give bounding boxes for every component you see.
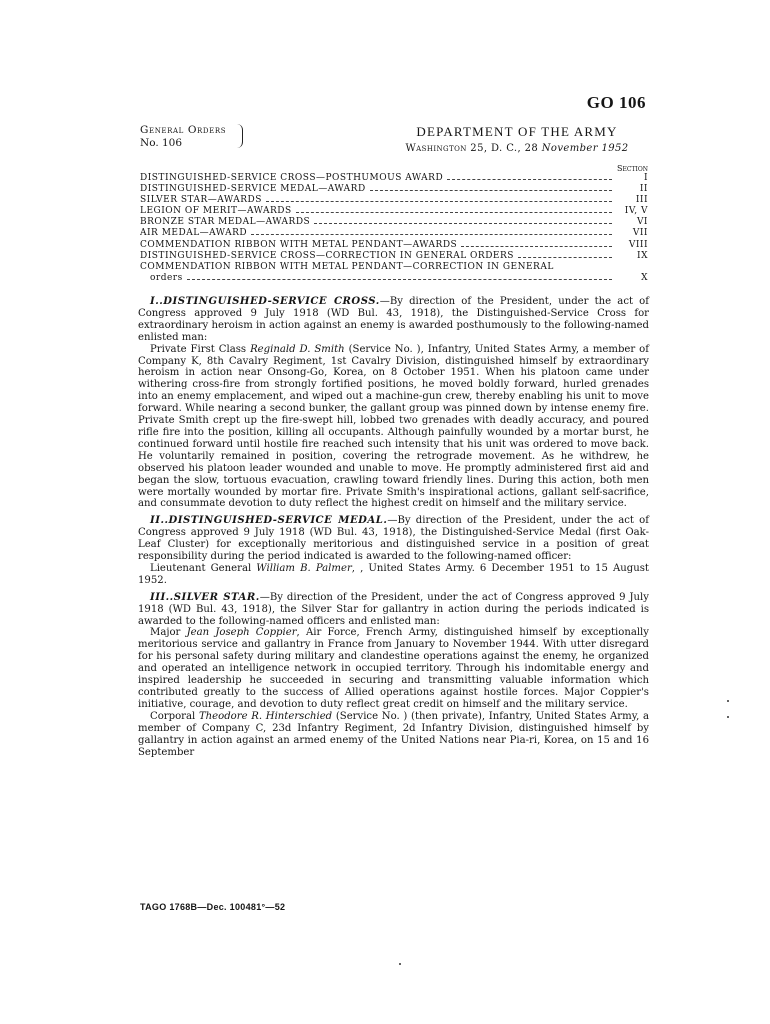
toc-entry-title: DISTINGUISHED-SERVICE CROSS—CORRECTION IN GENERAL ORDERS [140, 250, 514, 261]
toc-entry-title: LEGION OF MERIT—AWARDS [140, 206, 292, 217]
brace-mark [236, 124, 243, 148]
citation-paragraph [138, 344, 649, 511]
section-column-label: Section [617, 164, 648, 173]
orders-body [138, 296, 649, 758]
toc-entry [140, 251, 648, 262]
leader-dots [251, 234, 612, 235]
toc-entry-section: VI [636, 217, 648, 228]
citation-paragraph [138, 563, 649, 587]
leader-dots [187, 279, 612, 280]
awardee-name: William B. Palmer [256, 562, 352, 574]
citation-rank: Private First Class [150, 343, 251, 355]
section-ii-intro [138, 515, 649, 563]
citation-rank: Corporal [150, 710, 199, 722]
toc-entry [140, 217, 648, 228]
toc-entry-section: X [641, 272, 648, 283]
section-heading: III..SILVER STAR. [150, 591, 260, 603]
toc-entry-section: VIII [628, 239, 648, 250]
issuing-authority [386, 124, 648, 154]
leader-dots [370, 190, 612, 191]
toc-entry [140, 206, 648, 217]
awardee-name: Theodore R. Hinterschied [198, 710, 333, 722]
date-month: November 1952 [541, 143, 629, 154]
toc-entry-section: II [639, 184, 648, 195]
scan-speck [727, 716, 729, 718]
toc-entry-title: DISTINGUISHED-SERVICE MEDAL—AWARD [140, 184, 366, 195]
section-i-intro [138, 296, 649, 344]
toc-entry-title: SILVER STAR—AWARDS [140, 195, 262, 206]
section-heading: II..DISTINGUISHED-SERVICE MEDAL. [150, 515, 388, 527]
orders-label: General Orders [140, 124, 227, 136]
section-heading: I..DISTINGUISHED-SERVICE CROSS. [150, 296, 380, 307]
scan-speck [399, 963, 401, 965]
orders-number: No. 106 [140, 137, 183, 149]
section-intro-text: —By direction of the President, under the act of Congress approved 9 July 1918 (WD Bul. 43, 1918), the Silver Star for gallantry in action during the periods indicated is awarded to the following-named officers and enlisted man: [138, 591, 649, 627]
citation-rank: Lieutenant General [150, 562, 257, 574]
citation-paragraph [138, 711, 649, 759]
citation-text: , Air Force, French Army, distinguished himself by exceptionally meritorious service and gallantry in France from January to November 1944. With utter disregard for his personal safety during military and clandestine operations against the enemy, he organized and operated an intelligence network in occupied territory. Through his indomitable energy and inspired leadership he succeeded in securing and transmitting valuable information which contributed greatly to the success of Allied operations against hostile forces. Major Coppier's initiative, courage, and devotion to duty reflect great credit on himself and the military service. [138, 627, 649, 710]
section-intro-text: —By direction of the President, under the act of Congress approved 9 July 1918 (WD Bul. 43, 1918), the Distinguished-Service Medal (first Oak-Leaf Cluster) for exceptionally meritorious and distinguished service in a position of great responsibility during the period indicated is awarded to the following-named officer: [138, 515, 649, 563]
toc-entry-title: DISTINGUISHED-SERVICE CROSS—POSTHUMOUS AWARD [140, 173, 444, 183]
toc-entry-title: AIR MEDAL—AWARD [140, 228, 248, 239]
table-of-contents [140, 164, 648, 284]
toc-entry-section: I [643, 173, 648, 183]
toc-entry [140, 195, 648, 206]
leader-dots [518, 257, 612, 258]
toc-entry [140, 262, 648, 273]
awardee-name: Reginald D. Smith [250, 343, 345, 355]
toc-entry-section: IV, V [624, 206, 648, 217]
citation-text: (Service No. ) (then private), Infantry, United States Army, a member of Company C, 23d Infantry Regiment, 2d Infantry Division, distinguished himself by gallantry in action against an armed enemy of the United Nations near Pia-ri, Korea, on 15 and 16 September [138, 710, 649, 758]
toc-entry-section: VII [632, 228, 648, 239]
general-order-number: GO 106 [586, 93, 646, 112]
toc-entry-title: COMMENDATION RIBBON WITH METAL PENDANT—AWARDS [140, 239, 458, 250]
toc-entry [140, 184, 648, 195]
leader-dots [296, 212, 612, 213]
toc-entry-title: BRONZE STAR MEDAL—AWARDS [140, 217, 311, 228]
citation-text: (Service No. ), Infantry, United States Army, a member of Company K, 8th Cavalry Regiment, 1st Cavalry Division, distinguished himself by extraordinary heroism in action near Onsong-Go, Korea, on 8 October 1951. When his platoon came under withering cross-fire from strongly fortified positions, he moved boldly forward, hurled grenades into an enemy emplacement, and wiped out a machine-gun crew, thereby enabling his unit to move forward. While nearing a second bunker, the gallant group was pinned down by intense enemy fire. Private Smith crept up the fire-swept hill, lobbed two grenades with deadly accuracy, and poured rifle fire into the position, killing all occupants. Although painfully wounded by a mortar burst, he continued forward until hostile fire reached such intensity that his unit was ordered to move back. He voluntarily remained in position, covering the retrograde movement. As he withdrew, he observed his platoon leader wounded and unable to move. He promptly administered first aid and began the slow, tortuous evacuation, crawling toward friendly lines. During this action, both men were mortally wounded by mortar fire. Private Smith's inspirational actions, gallant self-sacrifice, and consummate devotion to duty reflect the highest credit on himself and the military service. [138, 343, 649, 510]
leader-dots [314, 223, 612, 224]
toc-entry-title: COMMENDATION RIBBON WITH METAL PENDANT—CORRECTION IN GENERAL [140, 261, 554, 272]
toc-entry [140, 228, 648, 239]
order-header [140, 124, 648, 164]
citation-rank: Major [150, 627, 187, 639]
print-code-footer: TAGO 1768B—Dec. 100481°—52 [140, 902, 286, 912]
leader-dots [266, 201, 612, 202]
leader-dots [447, 179, 612, 180]
section-iii-intro [138, 592, 649, 628]
place-and-date [386, 143, 648, 154]
toc-entry-title: orders [150, 272, 183, 283]
toc-entry-section: IX [637, 250, 648, 261]
scan-speck [727, 700, 729, 702]
citation-text: , , United States Army. 6 December 1951 to 15 August 1952. [138, 562, 649, 586]
department-name: DEPARTMENT OF THE ARMY [416, 124, 618, 139]
place: Washington 25, D. C., 28 [405, 143, 539, 154]
toc-entry [140, 173, 648, 184]
toc-entry [140, 273, 648, 284]
section-intro-text: —By direction of the President, under the act of Congress approved 9 July 1918 (WD Bul. 43, 1918), the Distinguished-Service Cross for extraordinary heroism in action against an enemy is awarded posthumously to the following-named enlisted man: [138, 296, 649, 343]
citation-paragraph [138, 627, 649, 710]
toc-entry-section: III [635, 195, 648, 206]
toc-entry [140, 240, 648, 251]
leader-dots [461, 246, 612, 247]
awardee-name: Jean Joseph Coppier [186, 627, 297, 639]
orders-designation [140, 124, 226, 150]
